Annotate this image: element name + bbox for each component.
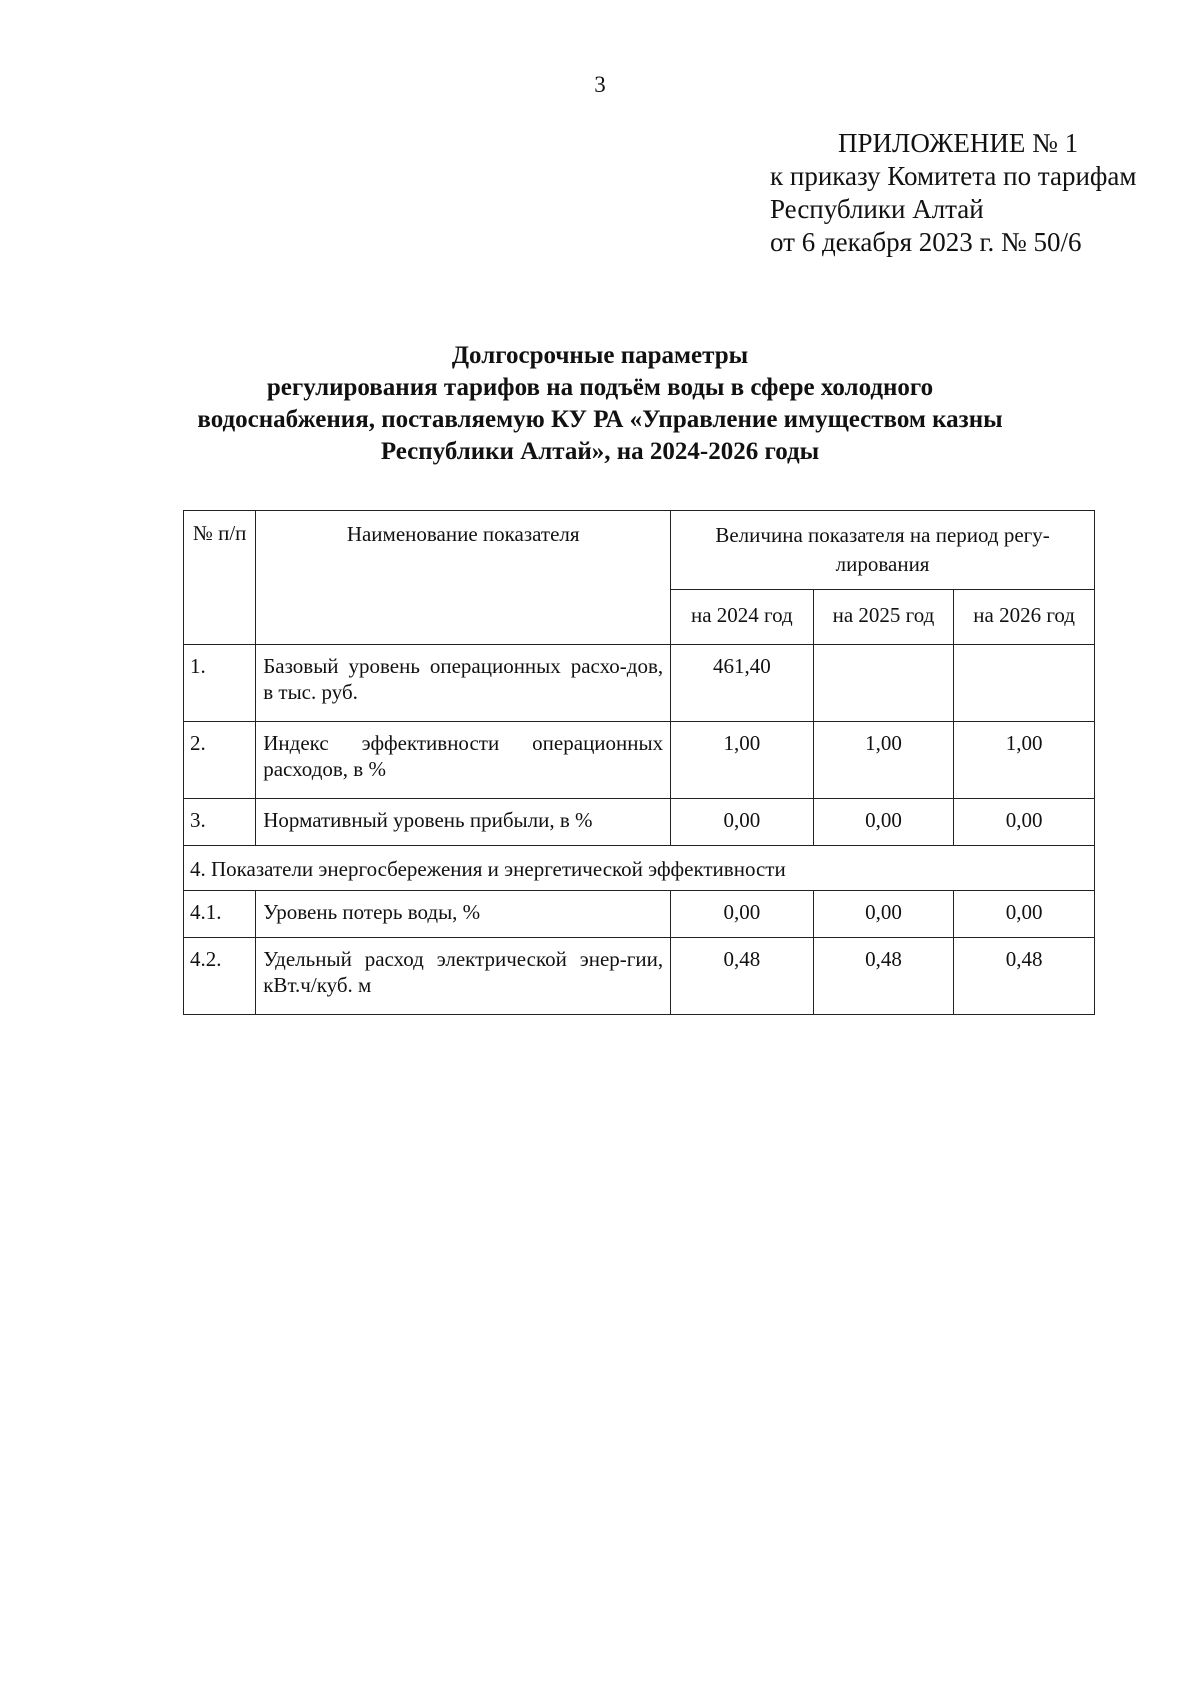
row-name: Нормативный уровень прибыли, в %	[256, 799, 671, 846]
row-value-2026: 0,48	[954, 938, 1095, 1015]
row-value-2026: 1,00	[954, 722, 1095, 799]
row-value-2026: 0,00	[954, 799, 1095, 846]
table-row	[184, 891, 1095, 938]
header-year-2026: на 2026 год	[954, 590, 1095, 645]
section-row	[184, 846, 1095, 891]
row-value-2024: 0,00	[671, 891, 813, 938]
row-num: 3.	[184, 799, 256, 846]
row-value-2026	[954, 645, 1095, 722]
row-name: Индекс эффективности операционных расходов, в %	[256, 722, 671, 799]
title-line-1: Долгосрочные параметры	[451, 342, 749, 369]
appendix-date-line: от 6 декабря 2023 г. № 50/6	[770, 227, 1082, 257]
table-row	[184, 645, 1095, 722]
section-title: 4. Показатели энергосбережения и энергетической эффективности	[184, 846, 1095, 891]
header-name: Наименование показателя	[256, 511, 671, 645]
row-value-2024: 0,00	[671, 799, 813, 846]
row-value-2025: 0,00	[813, 891, 954, 938]
appendix-order-line: к приказу Комитета по тарифам	[770, 161, 1137, 191]
title-line-2: регулирования тарифов на подъём воды в сфере холодного	[266, 374, 934, 401]
title-line-4: Республики Алтай», на 2024-2026 годы	[380, 438, 820, 465]
row-value-2024: 0,48	[671, 938, 813, 1015]
row-value-2025: 1,00	[813, 722, 954, 799]
row-name: Уровень потерь воды, %	[256, 891, 671, 938]
row-value-2024: 461,40	[671, 645, 813, 722]
row-num: 4.2.	[184, 938, 256, 1015]
table-row	[184, 938, 1095, 1015]
table-row	[184, 722, 1095, 799]
row-value-2025	[813, 645, 954, 722]
header-num: № п/п	[184, 511, 256, 645]
appendix-republic-line: Республики Алтай	[770, 194, 984, 224]
table-header-row	[184, 511, 1095, 590]
row-num: 1.	[184, 645, 256, 722]
appendix-block	[770, 127, 1136, 259]
row-num: 4.1.	[184, 891, 256, 938]
row-name: Удельный расход электрической энер-гии, кВт.ч/куб. м	[256, 938, 671, 1015]
table-row	[184, 799, 1095, 846]
header-year-2024: на 2024 год	[671, 590, 813, 645]
row-value-2024: 1,00	[671, 722, 813, 799]
page-number: 3	[594, 72, 606, 97]
row-value-2025: 0,48	[813, 938, 954, 1015]
document-title	[150, 340, 1050, 468]
title-line-3: водоснабжения, поставляемую КУ РА «Управление имуществом казны	[197, 406, 1003, 433]
header-period: Величина показателя на период регу-лирования	[671, 511, 1095, 590]
header-year-2025: на 2025 год	[813, 590, 954, 645]
row-value-2025: 0,00	[813, 799, 954, 846]
row-value-2026: 0,00	[954, 891, 1095, 938]
row-name: Базовый уровень операционных расхо-дов, в тыс. руб.	[256, 645, 671, 722]
parameters-table	[183, 510, 1095, 1015]
appendix-title: ПРИЛОЖЕНИЕ № 1	[838, 128, 1079, 158]
row-num: 2.	[184, 722, 256, 799]
